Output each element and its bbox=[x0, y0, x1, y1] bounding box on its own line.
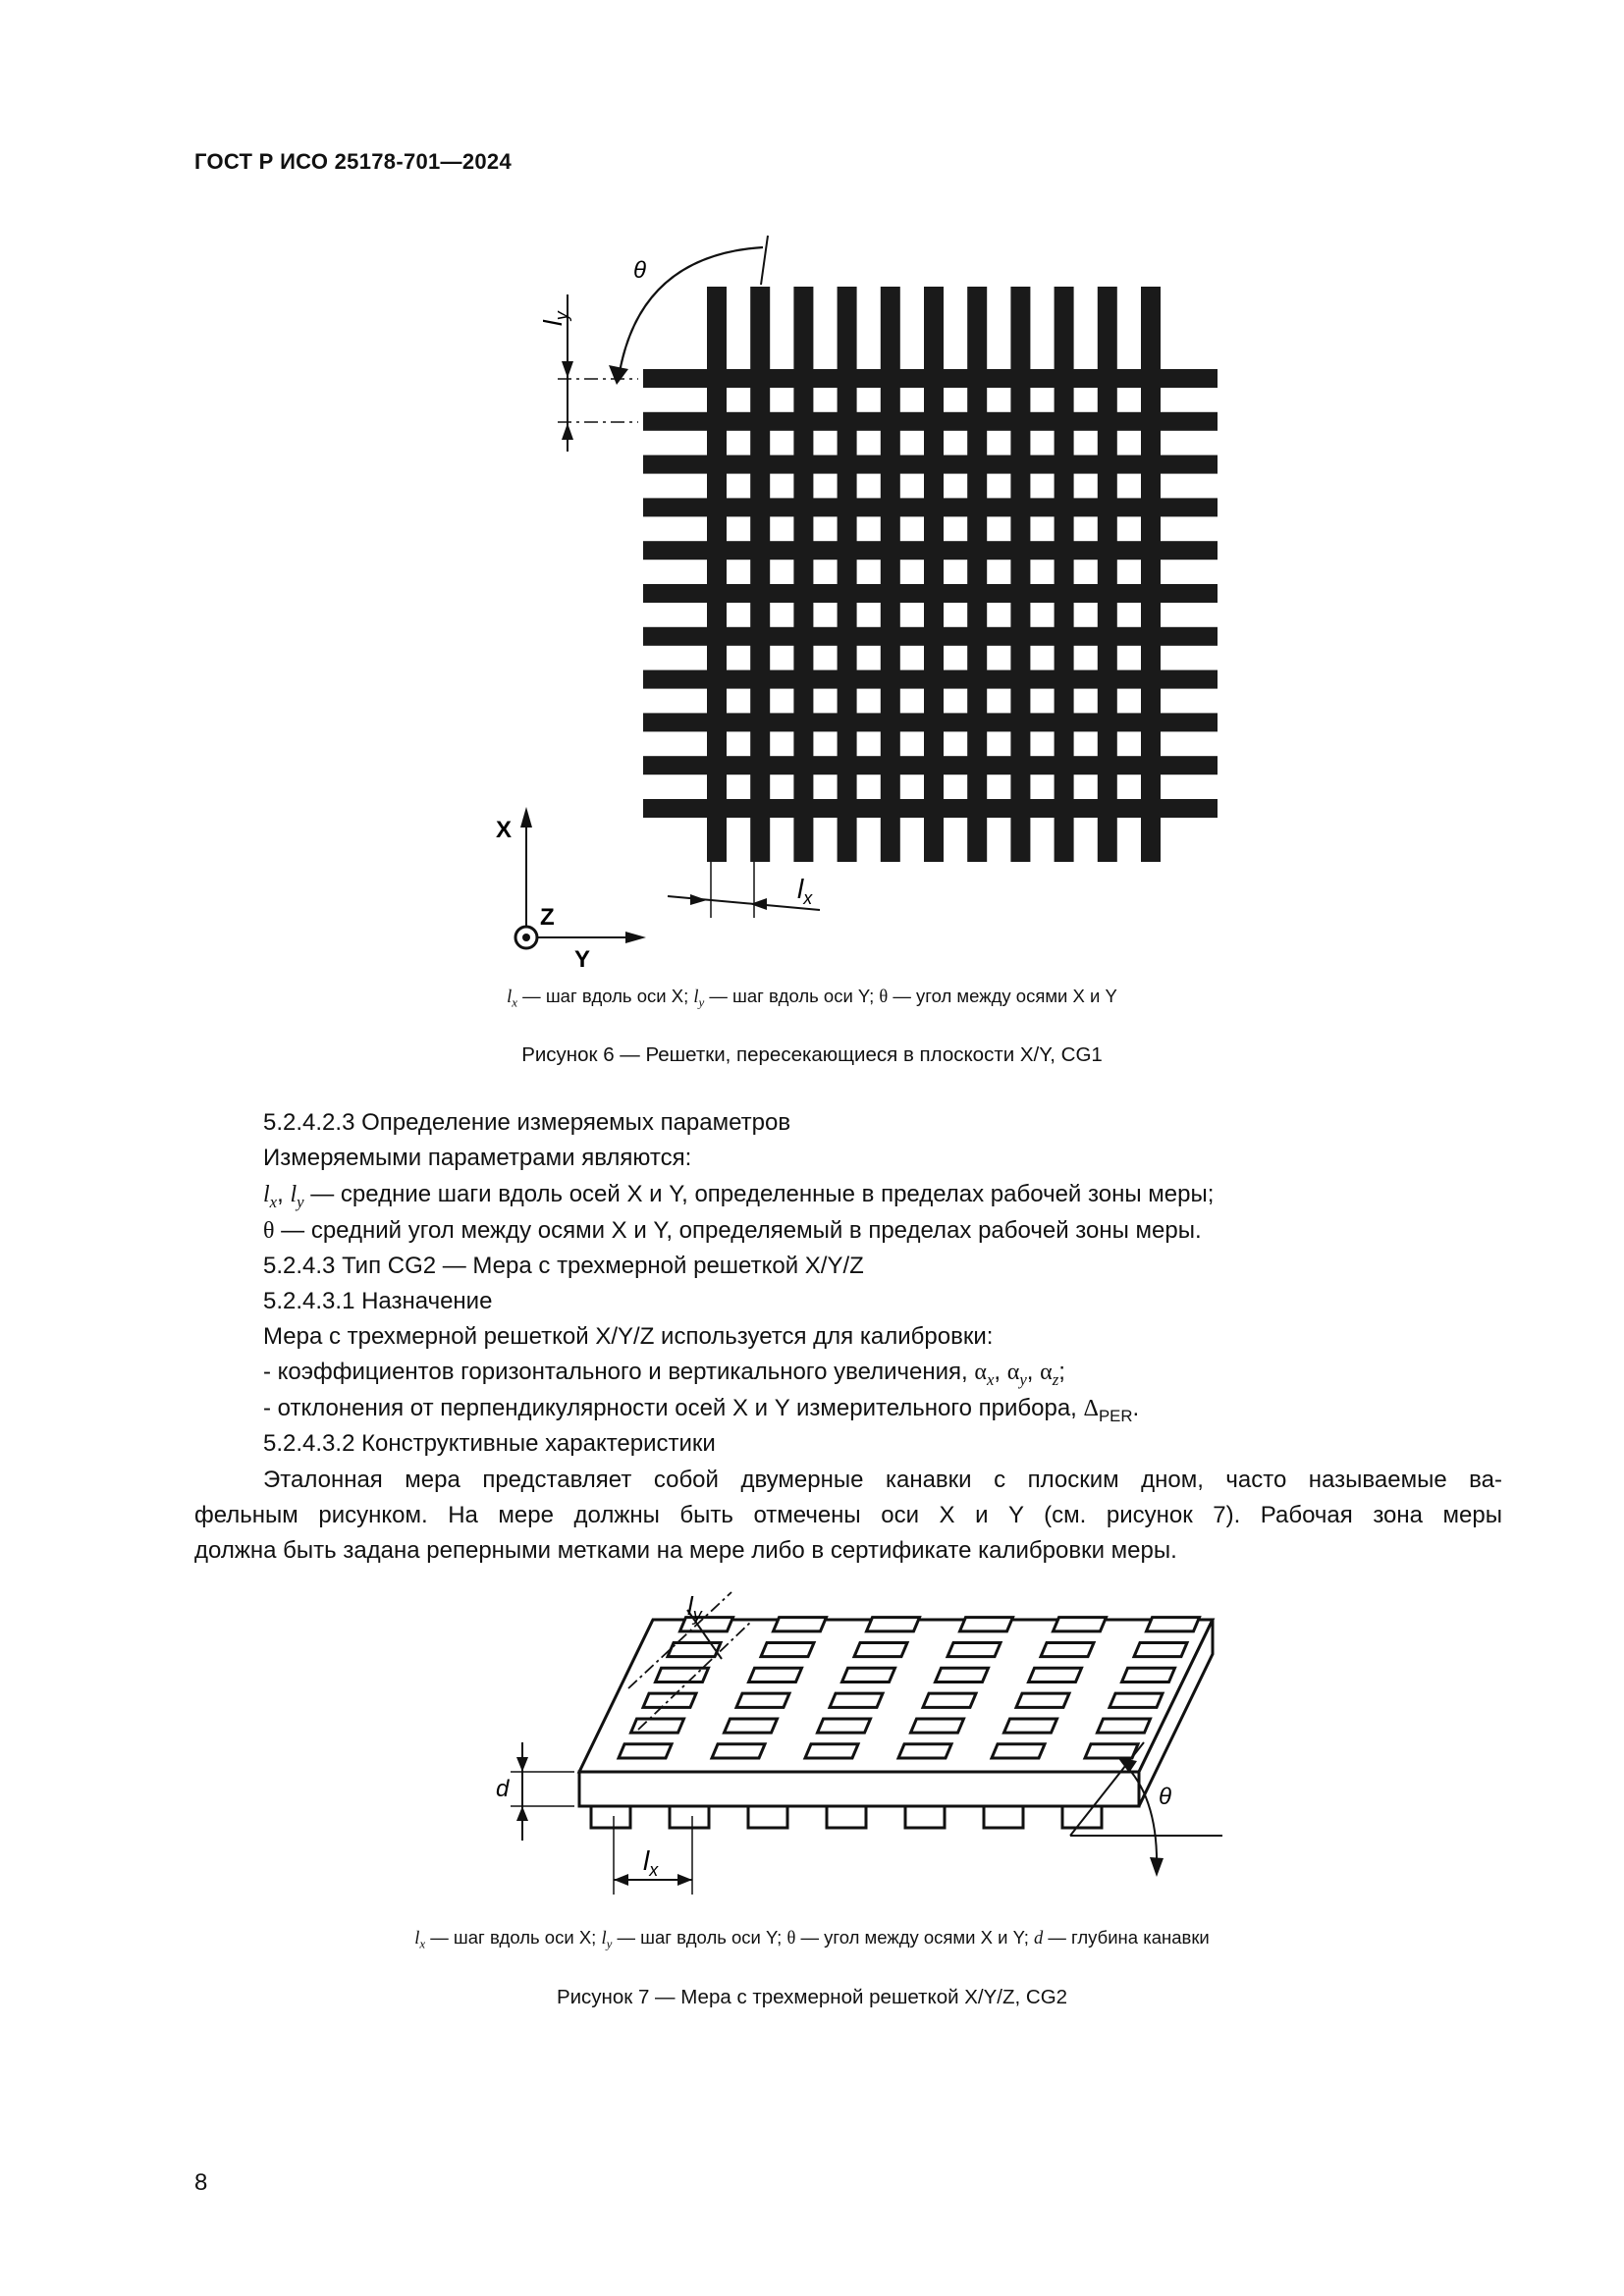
waffle-cell bbox=[947, 1642, 1001, 1656]
front-tooth bbox=[591, 1806, 630, 1828]
param-l-line: $l_x$, $l_y$ — средние шаги вдоль осей X и Y, определенные в пределах рабочей зоны меры; bbox=[263, 1181, 1215, 1211]
waffle-cell bbox=[1098, 1719, 1151, 1733]
theta-label: θ bbox=[633, 257, 647, 284]
horizontal-bar bbox=[643, 713, 1218, 731]
figure-7-legend: $l_x$ — шаг вдоль оси X; $l_y$ — шаг вдоль оси Y; θ — угол между осями X и Y; d — глубина канавки bbox=[414, 1927, 1210, 1951]
horizontal-bar bbox=[643, 627, 1218, 646]
bullet-1: - коэффициентов горизонтального и вертикального увеличения, $\alpha_x$, $\alpha_y$, $\alpha_z$; bbox=[263, 1359, 1065, 1389]
waffle-cell bbox=[818, 1719, 871, 1733]
axis-z-label: Z bbox=[540, 904, 555, 931]
waffle-cell bbox=[1134, 1642, 1187, 1656]
horizontal-bar bbox=[643, 670, 1218, 689]
waffle-cell bbox=[992, 1744, 1045, 1758]
lx-arrow-right bbox=[750, 898, 767, 910]
section-5-2-4-3: 5.2.4.3 Тип CG2 — Мера с трехмерной решеткой X/Y/Z bbox=[263, 1253, 864, 1279]
waffle-cell bbox=[1054, 1618, 1107, 1631]
page-number: 8 bbox=[194, 2169, 208, 2196]
waffle-cell bbox=[761, 1642, 814, 1656]
d-arrow-top bbox=[516, 1757, 528, 1772]
waffle-cell bbox=[805, 1744, 858, 1758]
front-teeth bbox=[591, 1806, 1102, 1828]
horizontal-bar bbox=[643, 455, 1218, 474]
waffle-front-face bbox=[579, 1772, 1139, 1806]
waffle-cell bbox=[1085, 1744, 1138, 1758]
waffle-cell bbox=[725, 1719, 778, 1733]
x-axis-arrow bbox=[520, 807, 532, 828]
waffle-cell bbox=[1041, 1642, 1094, 1656]
waffle-cell bbox=[1004, 1719, 1057, 1733]
waffle-cell bbox=[1122, 1668, 1175, 1682]
waffle-cell bbox=[643, 1693, 696, 1707]
lx-arrow-left bbox=[690, 894, 707, 905]
front-tooth bbox=[905, 1806, 945, 1828]
f7-theta-arrow bbox=[1150, 1857, 1164, 1877]
lx-label: $l_x$ bbox=[797, 874, 813, 908]
bullet-2: - отклонения от перпендикулярности осей X и Y измерительного прибора, $\Delta_{PER}$. bbox=[263, 1395, 1140, 1425]
section-5-2-4-2-3: 5.2.4.2.3 Определение измеряемых параметров bbox=[263, 1109, 791, 1136]
waffle-cell bbox=[867, 1618, 920, 1631]
horizontal-bar bbox=[643, 498, 1218, 516]
ly-arrow-bottom bbox=[562, 423, 573, 440]
param-theta-line: θ — средний угол между осями X и Y, определяемый в пределах рабочей зоны меры. bbox=[263, 1217, 1202, 1244]
figure-6-legend: $l_x$ — шаг вдоль оси X; $l_y$ — шаг вдоль оси Y; θ — угол между осями X и Y bbox=[507, 986, 1117, 1010]
figure-7-caption: Рисунок 7 — Мера с трехмерной решеткой X/Y/Z, CG2 bbox=[556, 1986, 1068, 2008]
front-tooth bbox=[670, 1806, 709, 1828]
waffle-cell bbox=[960, 1618, 1013, 1631]
waffle-cell bbox=[736, 1693, 789, 1707]
front-tooth bbox=[748, 1806, 787, 1828]
horizontal-bar bbox=[643, 541, 1218, 560]
f7-ly-label: $l_y$ bbox=[687, 1591, 702, 1625]
waffle-cell bbox=[631, 1719, 684, 1733]
waffle-cell bbox=[1029, 1668, 1082, 1682]
waffle-cell bbox=[1016, 1693, 1069, 1707]
waffle-cell bbox=[911, 1719, 964, 1733]
d-label: d bbox=[496, 1776, 510, 1802]
paragraph-line-2: фельным рисунком. На мере должны быть отмечены оси X и Y (см. рисунок 7). Рабочая зона меры bbox=[194, 1502, 1502, 1528]
waffle-cell bbox=[830, 1693, 883, 1707]
section-5-2-4-3-1: 5.2.4.3.1 Назначение bbox=[263, 1288, 493, 1314]
section-5-2-4-3-2: 5.2.4.3.2 Конструктивные характеристики bbox=[263, 1430, 716, 1457]
theta-tick bbox=[761, 236, 768, 285]
waffle-cell bbox=[936, 1668, 989, 1682]
figure-6-grid-drawing bbox=[481, 221, 1247, 987]
waffle-cell bbox=[749, 1668, 802, 1682]
waffle-cell bbox=[898, 1744, 951, 1758]
document-header: ГОСТ Р ИСО 25178-701—2024 bbox=[194, 149, 512, 174]
paragraph-line-3: должна быть задана реперными метками на мере либо в сертификате калибровки меры. bbox=[194, 1537, 1177, 1564]
figure-7-waffle-drawing bbox=[481, 1580, 1247, 1924]
horizontal-bar bbox=[643, 412, 1218, 431]
measured-intro: Измеряемыми параметрами являются: bbox=[263, 1145, 692, 1171]
waffle-cell bbox=[712, 1744, 765, 1758]
waffle-cell bbox=[923, 1693, 976, 1707]
paragraph-line-1: Эталонная мера представляет собой двумерные канавки с плоским дном, часто называемые ва- bbox=[263, 1467, 1502, 1493]
y-axis-arrow bbox=[625, 932, 646, 943]
axis-y-label: Y bbox=[574, 946, 591, 973]
front-tooth bbox=[984, 1806, 1023, 1828]
purpose-intro: Мера с трехмерной решеткой X/Y/Z используется для калибровки: bbox=[263, 1323, 994, 1350]
axis-x-label: X bbox=[496, 817, 513, 843]
figure-6-caption: Рисунок 6 — Решетки, пересекающиеся в плоскости X/Y, CG1 bbox=[521, 1043, 1103, 1066]
ly-arrow-top bbox=[562, 361, 573, 378]
waffle-cell bbox=[619, 1744, 672, 1758]
ly-label: $l_y$ bbox=[538, 311, 571, 326]
f7-lx-label: $l_x$ bbox=[643, 1845, 659, 1880]
waffle-cell bbox=[854, 1642, 907, 1656]
theta-arrow-head bbox=[609, 365, 628, 385]
d-arrow-bottom bbox=[516, 1806, 528, 1821]
horizontal-bar bbox=[643, 756, 1218, 774]
front-tooth bbox=[1062, 1806, 1102, 1828]
f7-theta-label: θ bbox=[1159, 1784, 1172, 1810]
front-tooth bbox=[827, 1806, 866, 1828]
waffle-cell bbox=[1110, 1693, 1163, 1707]
waffle-cell bbox=[842, 1668, 895, 1682]
horizontal-bar bbox=[643, 584, 1218, 603]
waffle-cell bbox=[774, 1618, 827, 1631]
f7-lx-arrow-left bbox=[614, 1874, 628, 1886]
horizontal-bar bbox=[643, 799, 1218, 818]
waffle-cell bbox=[1147, 1618, 1200, 1631]
horizontal-bar bbox=[643, 369, 1218, 388]
f7-lx-arrow-right bbox=[677, 1874, 692, 1886]
